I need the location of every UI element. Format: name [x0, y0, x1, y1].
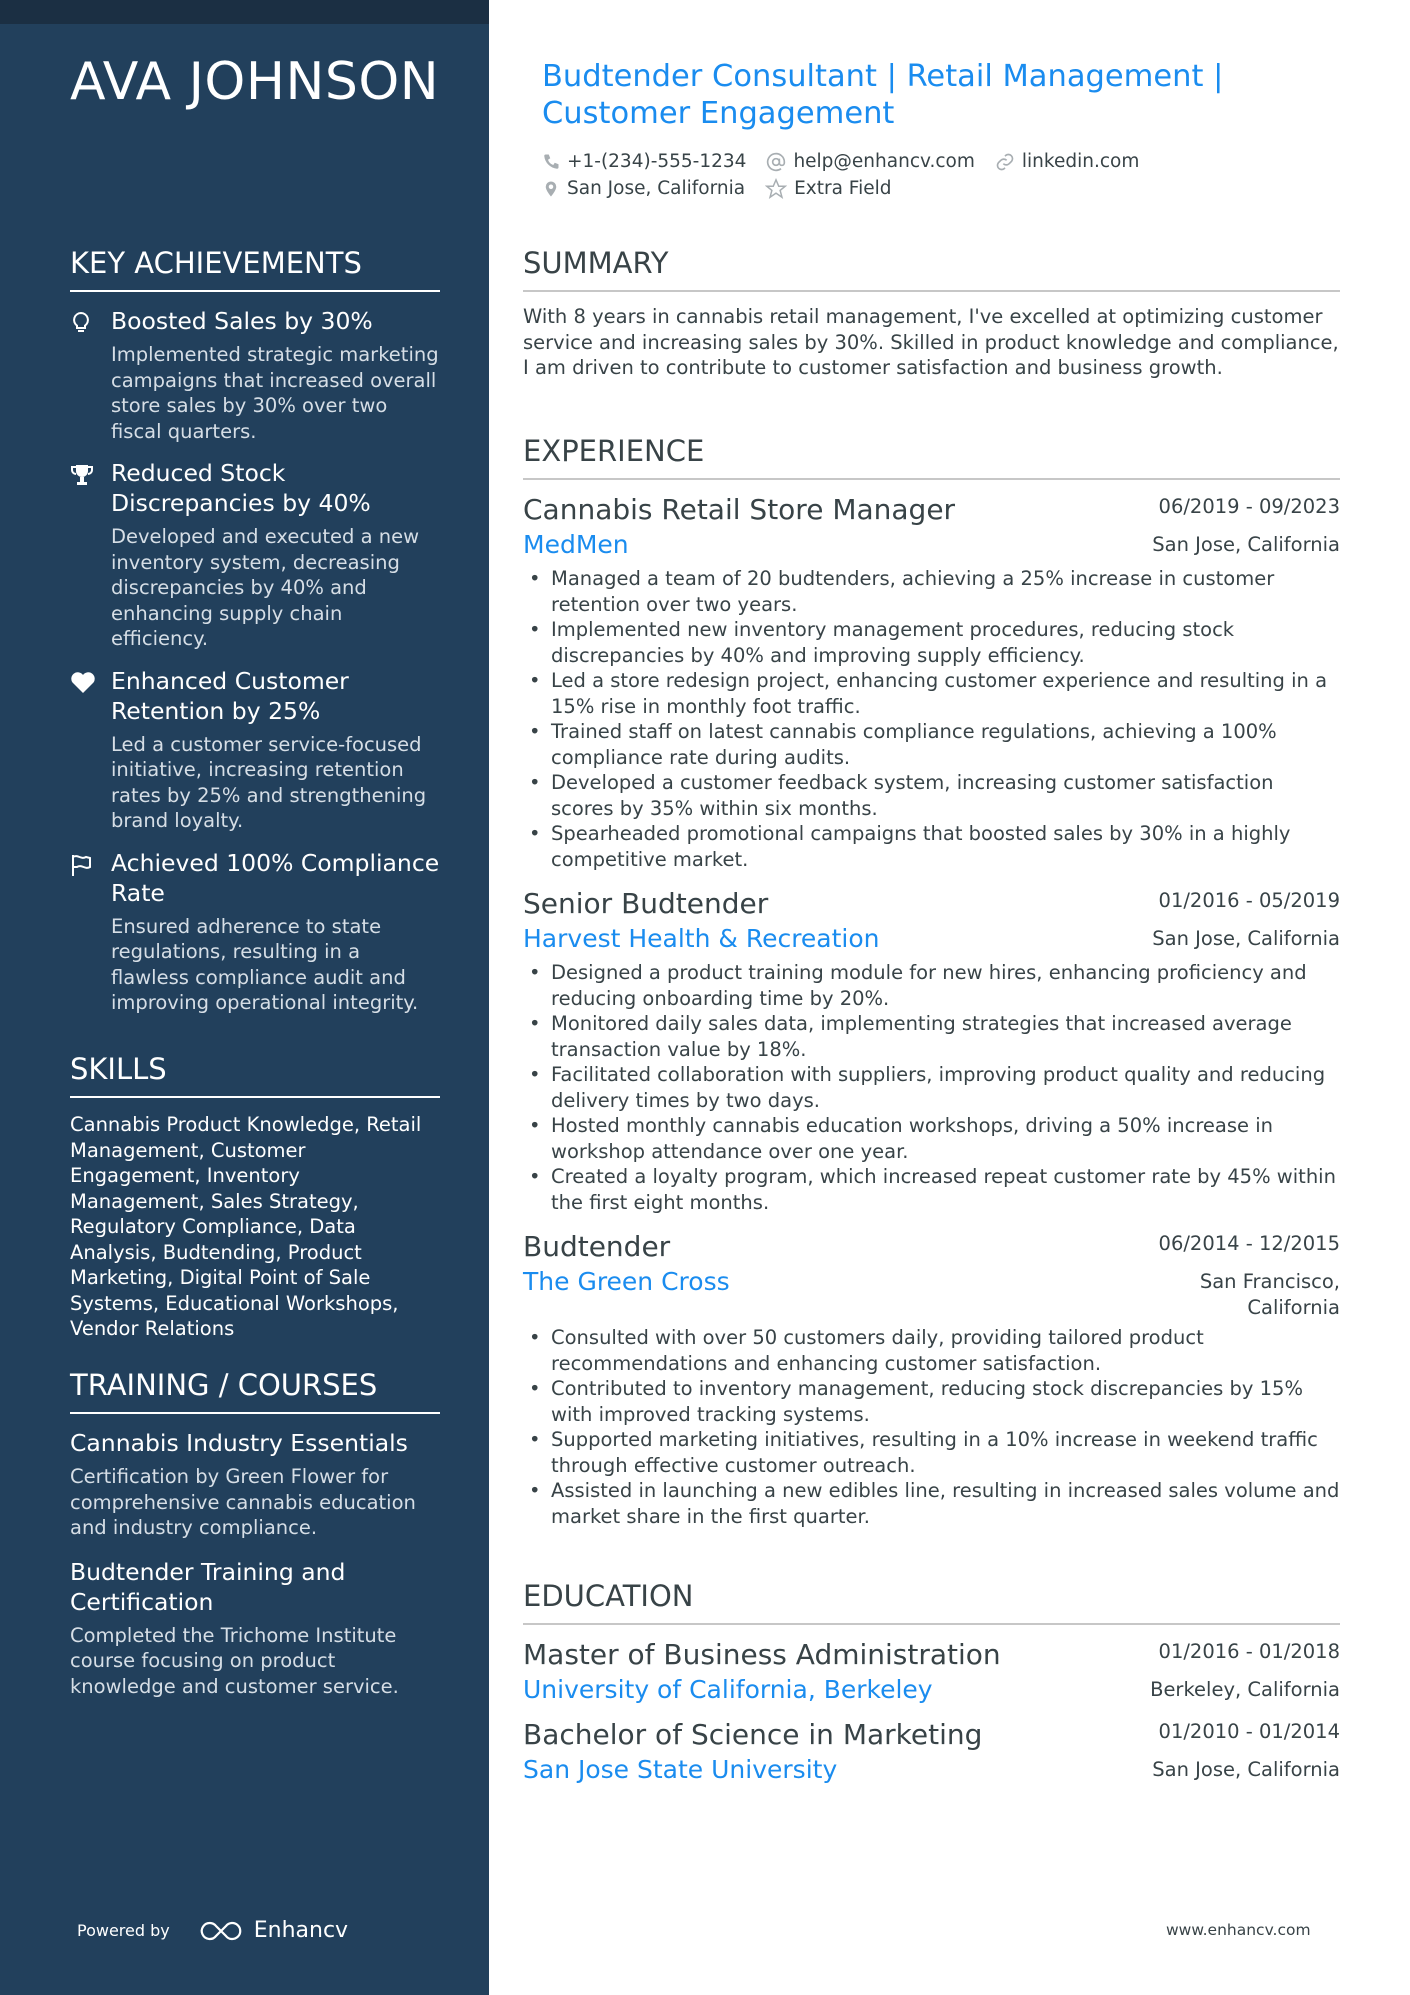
job-location: San Jose, California — [1152, 533, 1340, 556]
job-company: Harvest Health & Recreation — [523, 924, 880, 953]
school-name: San Jose State University — [523, 1755, 838, 1784]
experience-heading: EXPERIENCE — [523, 434, 1340, 480]
bullet-item: • Designed a product training module for new hires, enhancing proficiency and reducing onboarding time by 20%. — [523, 960, 1340, 1011]
degree-title: Master of Business Administration — [523, 1638, 1001, 1671]
bullet-item: • Developed a customer feedback system, increasing customer satisfaction scores by 35% within six months. — [523, 770, 1340, 821]
job-company: MedMen — [523, 530, 629, 559]
course-description: Certification by Green Flower for comprehensive cannabis education and industry compliance. — [70, 1465, 416, 1539]
job-title: Senior Budtender — [523, 887, 769, 920]
achievement-description: Developed and executed a new inventory system, decreasing discrepancies by 40% and enhancing supply chain efficiency. — [111, 525, 420, 650]
contact-info — [542, 148, 1342, 202]
job-title: Cannabis Retail Store Manager — [523, 493, 956, 526]
contact-location — [542, 178, 745, 199]
achievement-description: Implemented strategic marketing campaigns that increased overall store sales by 30% over two fiscal quarters. — [111, 343, 439, 443]
bullet-item: • Created a loyalty program, which increased repeat customer rate by 45% within the first eight months. — [523, 1164, 1340, 1215]
achievement-item — [70, 848, 440, 1016]
bullet-item: • Implemented new inventory management procedures, reducing stock discrepancies by 40% and improving supply efficiency. — [523, 617, 1340, 668]
education-dates: 01/2010 - 01/2014 — [1158, 1720, 1340, 1743]
achievement-title: Boosted Sales by 30% — [111, 307, 373, 335]
contact-row — [542, 148, 1342, 175]
summary-section — [523, 246, 1340, 381]
achievement-item — [70, 306, 440, 444]
achievement-item — [70, 458, 440, 652]
education-entry — [523, 1717, 1340, 1787]
school-name: University of California, Berkeley — [523, 1675, 933, 1704]
sidebar — [0, 0, 489, 1995]
school-location: San Jose, California — [1152, 1758, 1340, 1781]
achievement-title: Achieved 100% Compliance Rate — [111, 848, 440, 907]
school-location: Berkeley, California — [1150, 1678, 1340, 1701]
powered-by — [77, 1918, 348, 1943]
phone-text: +1-(234)-555-1234 — [567, 151, 747, 172]
sidebar-top-bar — [0, 0, 489, 24]
bullet-item: • Hosted monthly cannabis education workshops, driving a 50% increase in workshop attendance over one year. — [523, 1113, 1340, 1164]
achievement-description: Ensured adherence to state regulations, resulting in a flawless compliance audit and improving operational integrity. — [111, 914, 419, 1014]
flag-icon — [70, 853, 96, 879]
job-entry — [523, 886, 1340, 1215]
headline: Budtender Consultant | Retail Management | Customer Engagement — [542, 59, 1224, 131]
summary-heading: SUMMARY — [523, 246, 1340, 292]
education-heading: EDUCATION — [523, 1579, 1340, 1625]
education-dates: 01/2016 - 01/2018 — [1158, 1640, 1340, 1663]
course-title: Cannabis Industry Essentials — [70, 1429, 408, 1457]
education-entry — [523, 1637, 1340, 1707]
location-text: San Jose, California — [567, 178, 746, 199]
achievement-title: Reduced Stock Discrepancies by 40% — [111, 459, 371, 517]
candidate-name: AVA JOHNSON — [70, 52, 440, 112]
bullet-item: • Spearheaded promotional campaigns that boosted sales by 30% in a highly competitive market. — [523, 821, 1340, 872]
powered-by-label: Powered by — [77, 1921, 170, 1940]
course-item — [70, 1428, 440, 1541]
heart-icon — [70, 671, 96, 697]
at-icon — [766, 152, 786, 172]
star-icon — [765, 178, 787, 200]
job-bullets — [523, 1325, 1340, 1529]
job-dates: 06/2014 - 12/2015 — [1158, 1232, 1340, 1255]
achievement-item — [70, 666, 440, 834]
experience-section — [523, 434, 1340, 1543]
training-section — [70, 1368, 440, 1715]
job-bullets — [523, 566, 1340, 872]
email-text: help@enhancv.com — [793, 151, 975, 172]
bullet-item: • Managed a team of 20 budtenders, achieving a 25% increase in customer retention over two years. — [523, 566, 1340, 617]
brand-name: Enhancv — [253, 1918, 349, 1943]
training-heading: TRAINING / COURSES — [70, 1368, 440, 1414]
job-company: The Green Cross — [523, 1267, 730, 1296]
footer-url[interactable]: www.enhancv.com — [1166, 1921, 1311, 1939]
bullet-item: • Assisted in launching a new edibles line, resulting in increased sales volume and market share in the first quarter. — [523, 1478, 1340, 1529]
link-icon — [995, 152, 1015, 172]
contact-phone[interactable] — [542, 151, 746, 172]
course-description: Completed the Trichome Institute course focusing on product knowledge and customer service. — [70, 1623, 399, 1698]
job-entry — [523, 492, 1340, 872]
contact-email[interactable] — [766, 151, 974, 172]
achievement-title: Enhanced Customer Retention by 25% — [111, 666, 349, 725]
bullet-item: • Monitored daily sales data, implementing strategies that increased average transaction value by 18%. — [523, 1011, 1340, 1062]
contact-extra — [765, 178, 891, 200]
job-bullets — [523, 960, 1340, 1215]
trophy-icon — [70, 463, 96, 489]
lightbulb-icon — [70, 311, 96, 337]
enhancv-logo-icon — [198, 1919, 244, 1943]
skills-heading: SKILLS — [70, 1052, 440, 1098]
bullet-item: • Contributed to inventory management, reducing stock discrepancies by 15% with improved tracking systems. — [523, 1376, 1340, 1427]
key-achievements-section — [70, 246, 440, 1030]
achievement-description: Led a customer service-focused initiative, increasing retention rates by 25% and strengthening brand loyalty. — [111, 732, 427, 832]
course-item — [70, 1557, 440, 1700]
summary-text: With 8 years in cannabis retail management, I've excelled at optimizing customer service and increasing sales by 30%. Skilled in product knowledge and compliance, I am driven to contribute to customer satisfaction and business growth. — [523, 305, 1339, 379]
extra-field-text: Extra Field — [794, 178, 892, 199]
bullet-item: • Facilitated collaboration with suppliers, improving product quality and reducing delivery times by two days. — [523, 1062, 1340, 1113]
bullet-item: • Led a store redesign project, enhancing customer experience and resulting in a 15% rise in monthly foot traffic. — [523, 668, 1340, 719]
job-entry — [523, 1229, 1340, 1529]
job-dates: 06/2019 - 09/2023 — [1158, 495, 1340, 518]
job-dates: 01/2016 - 05/2019 — [1158, 889, 1340, 912]
contact-linkedin[interactable] — [995, 151, 1139, 172]
key-achievements-heading: KEY ACHIEVEMENTS — [70, 246, 440, 292]
education-section — [523, 1579, 1340, 1797]
linkedin-text: linkedin.com — [1021, 151, 1140, 172]
location-pin-icon — [542, 179, 560, 199]
enhancv-logo[interactable] — [198, 1918, 348, 1943]
job-location: San Francisco, California — [1199, 1270, 1340, 1319]
course-title: Budtender Training and Certification — [70, 1557, 346, 1616]
degree-title: Bachelor of Science in Marketing — [523, 1718, 983, 1751]
skills-section — [70, 1052, 440, 1342]
contact-row — [542, 175, 1342, 202]
job-location: San Jose, California — [1152, 927, 1340, 950]
bullet-item: • Trained staff on latest cannabis compliance regulations, achieving a 100% compliance rate during audits. — [523, 719, 1340, 770]
bullet-item: • Supported marketing initiatives, resulting in a 10% increase in weekend traffic through effective customer outreach. — [523, 1427, 1340, 1478]
job-title: Budtender — [523, 1230, 671, 1263]
bullet-item: • Consulted with over 50 customers daily, providing tailored product recommendations and enhancing customer satisfaction. — [523, 1325, 1340, 1376]
phone-icon — [542, 153, 560, 171]
skills-list: Cannabis Product Knowledge, Retail Management, Customer Engagement, Inventory Management, Sales Strategy, Regulatory Compliance, Data Analysis, Budtending, Product Marketing, Digital Point of Sale Systems, Educational Workshops, Vendor Relations — [70, 1113, 422, 1340]
